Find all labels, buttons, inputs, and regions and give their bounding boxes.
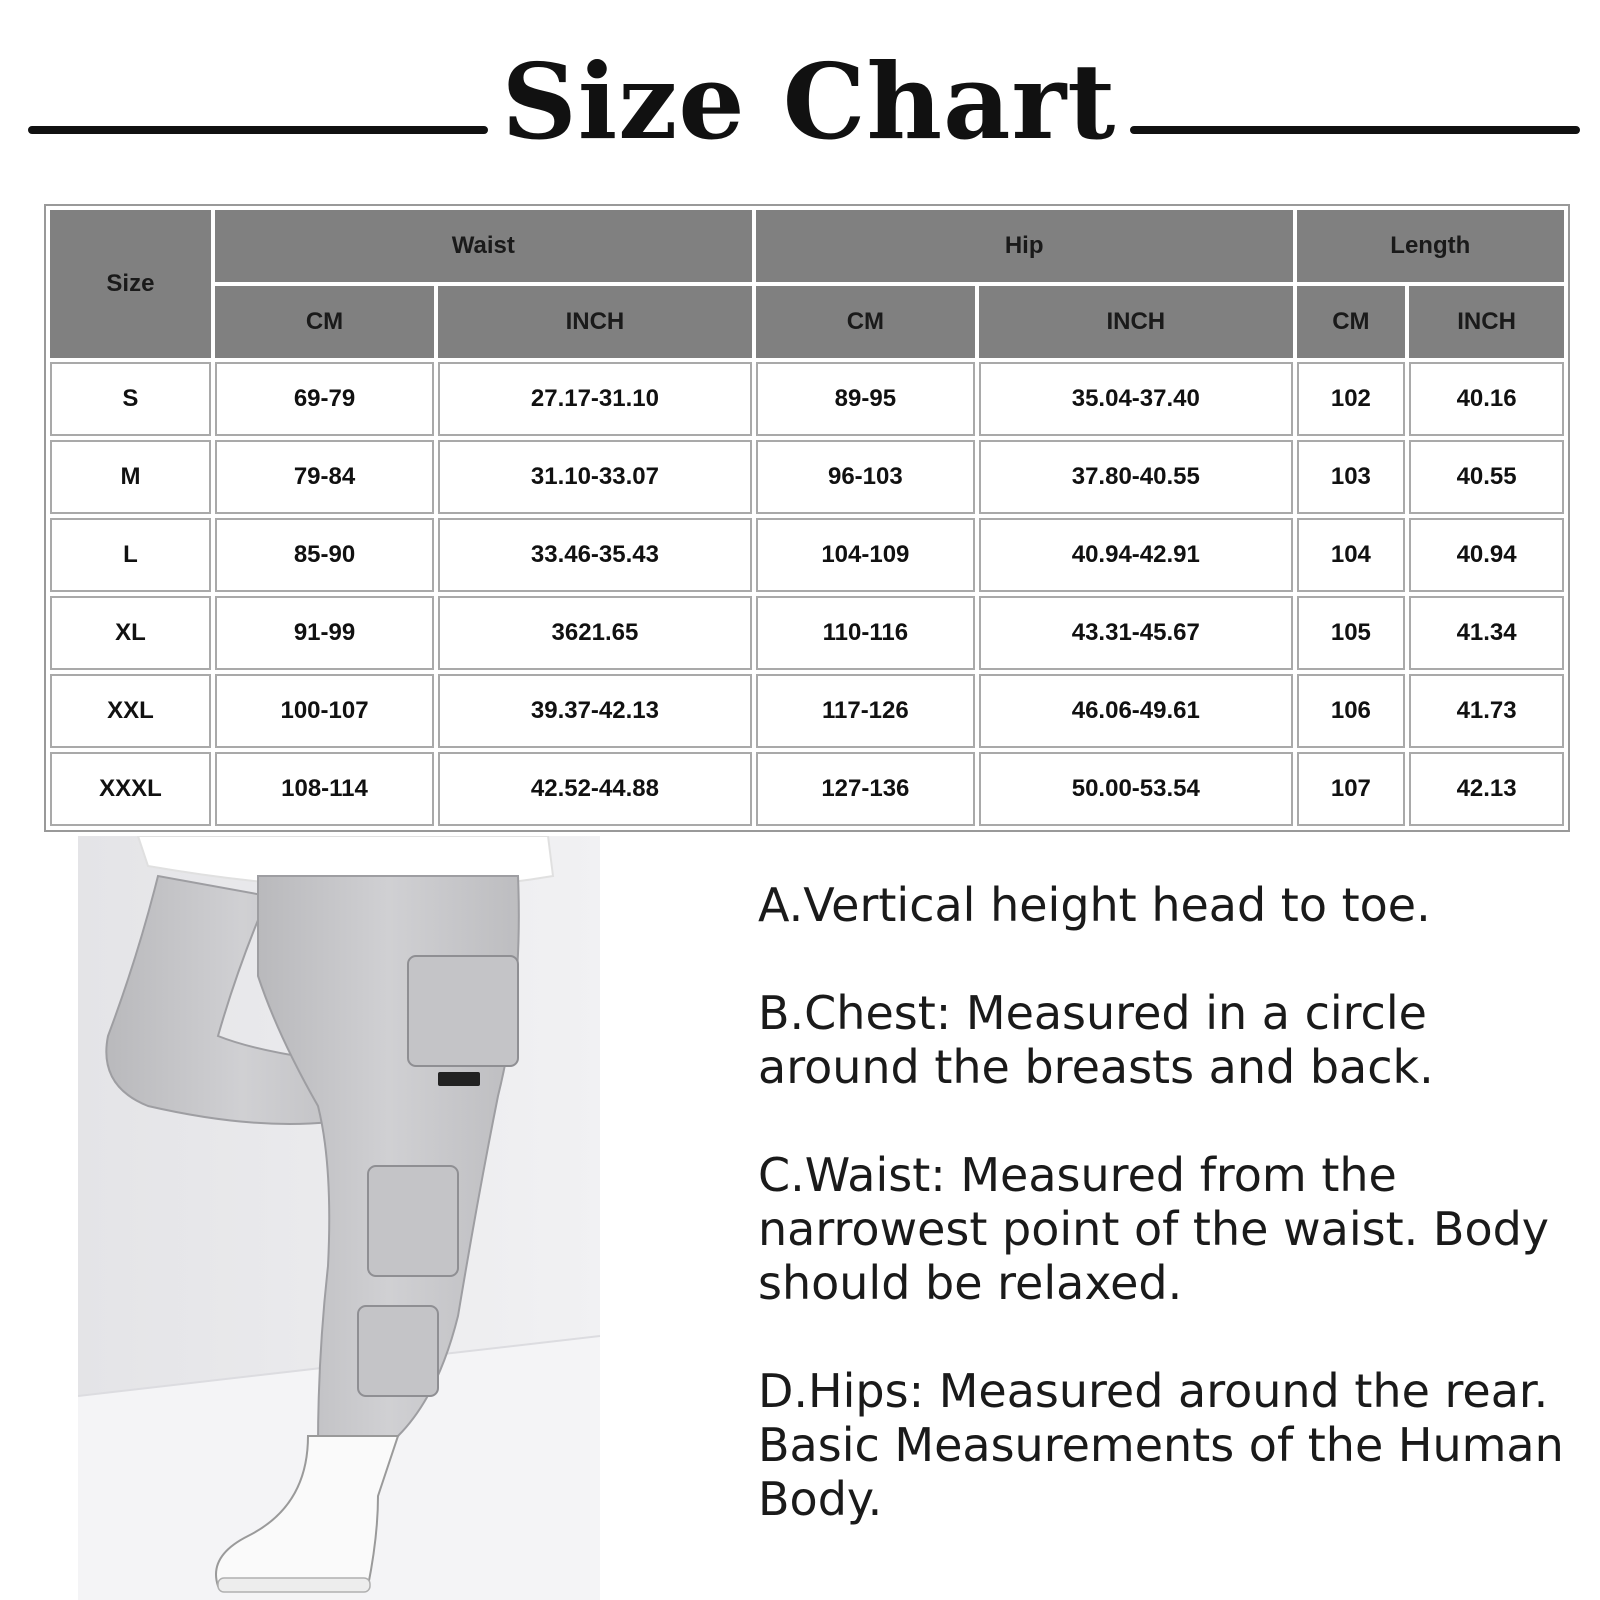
table-body bbox=[50, 362, 1564, 826]
cargo-pocket bbox=[358, 1306, 438, 1396]
size-table bbox=[44, 204, 1570, 832]
measurement-cell: 107 bbox=[1297, 752, 1406, 826]
measurement-cell: 103 bbox=[1297, 440, 1406, 514]
title-banner bbox=[0, 30, 1600, 180]
measurement-cell: 41.34 bbox=[1409, 596, 1564, 670]
size-label-cell: M bbox=[50, 440, 211, 514]
cargo-pocket bbox=[368, 1166, 458, 1276]
measurement-cell: 91-99 bbox=[215, 596, 434, 670]
size-label-cell: XXL bbox=[50, 674, 211, 748]
measurement-cell: 37.80-40.55 bbox=[979, 440, 1293, 514]
table-row bbox=[50, 752, 1564, 826]
measurement-notes bbox=[758, 878, 1588, 1580]
measurement-cell: 100-107 bbox=[215, 674, 434, 748]
measurement-cell: 117-126 bbox=[756, 674, 975, 748]
size-label-cell: L bbox=[50, 518, 211, 592]
size-label-cell: S bbox=[50, 362, 211, 436]
measurement-cell: 79-84 bbox=[215, 440, 434, 514]
cargo-pocket bbox=[408, 956, 518, 1066]
table-row bbox=[50, 518, 1564, 592]
measurement-cell: 110-116 bbox=[756, 596, 975, 670]
measurement-cell: 40.94 bbox=[1409, 518, 1564, 592]
measurement-cell: 102 bbox=[1297, 362, 1406, 436]
measurement-cell: 46.06-49.61 bbox=[979, 674, 1293, 748]
brand-tag bbox=[438, 1072, 480, 1086]
measurement-cell: 33.46-35.43 bbox=[438, 518, 752, 592]
unit-header: INCH bbox=[1409, 286, 1564, 358]
waist-header: Waist bbox=[215, 210, 752, 282]
measurement-cell: 43.31-45.67 bbox=[979, 596, 1293, 670]
measurement-cell: 41.73 bbox=[1409, 674, 1564, 748]
measurement-cell: 105 bbox=[1297, 596, 1406, 670]
measurement-cell: 35.04-37.40 bbox=[979, 362, 1293, 436]
table-row bbox=[50, 674, 1564, 748]
measurement-cell: 106 bbox=[1297, 674, 1406, 748]
table-row bbox=[50, 362, 1564, 436]
unit-header: CM bbox=[756, 286, 975, 358]
measurement-cell: 104-109 bbox=[756, 518, 975, 592]
length-header: Length bbox=[1297, 210, 1564, 282]
measurement-cell: 42.52-44.88 bbox=[438, 752, 752, 826]
size-header: Size bbox=[50, 210, 211, 358]
measurement-cell: 40.55 bbox=[1409, 440, 1564, 514]
title-rule-left bbox=[28, 126, 488, 134]
note-b: B.Chest: Measured in a circle around the breasts and back. bbox=[758, 986, 1434, 1094]
measurement-cell: 40.16 bbox=[1409, 362, 1564, 436]
table-row bbox=[50, 440, 1564, 514]
product-photo bbox=[78, 836, 600, 1600]
measurement-cell: 31.10-33.07 bbox=[438, 440, 752, 514]
unit-header: CM bbox=[215, 286, 434, 358]
measurement-cell: 108-114 bbox=[215, 752, 434, 826]
unit-header: INCH bbox=[438, 286, 752, 358]
measurement-cell: 40.94-42.91 bbox=[979, 518, 1293, 592]
measurement-cell: 39.37-42.13 bbox=[438, 674, 752, 748]
measurement-cell: 50.00-53.54 bbox=[979, 752, 1293, 826]
note-a: A.Vertical height head to toe. bbox=[758, 878, 1431, 932]
size-label-cell: XXXL bbox=[50, 752, 211, 826]
measurement-cell: 89-95 bbox=[756, 362, 975, 436]
measurement-cell: 69-79 bbox=[215, 362, 434, 436]
unit-header: INCH bbox=[979, 286, 1293, 358]
size-label-cell: XL bbox=[50, 596, 211, 670]
title-rule-right bbox=[1130, 126, 1580, 134]
measurement-cell: 27.17-31.10 bbox=[438, 362, 752, 436]
measurement-cell: 96-103 bbox=[756, 440, 975, 514]
note-d: D.Hips: Measured around the rear. Basic Measurements of the Human Body. bbox=[758, 1364, 1564, 1526]
page-title: Size Chart bbox=[501, 40, 1117, 163]
measurement-cell: 104 bbox=[1297, 518, 1406, 592]
measurement-cell: 85-90 bbox=[215, 518, 434, 592]
measurement-cell: 127-136 bbox=[756, 752, 975, 826]
note-c: C.Waist: Measured from the narrowest point of the waist. Body should be relaxed. bbox=[758, 1148, 1550, 1310]
table-row bbox=[50, 596, 1564, 670]
measurement-cell: 3621.65 bbox=[438, 596, 752, 670]
hip-header: Hip bbox=[756, 210, 1293, 282]
measurement-cell: 42.13 bbox=[1409, 752, 1564, 826]
unit-header: CM bbox=[1297, 286, 1406, 358]
